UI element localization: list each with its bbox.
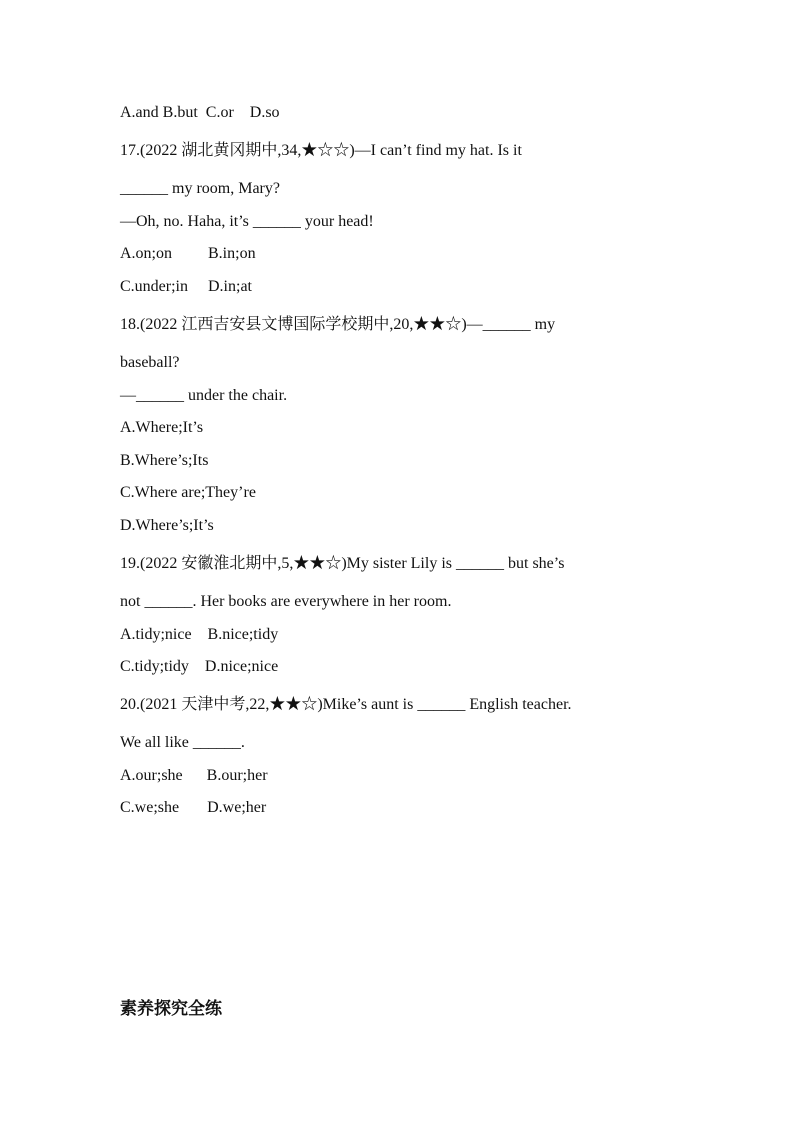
q19-options-row2: C.tidy;tidy D.nice;nice (120, 658, 279, 675)
q19-stem-line2: not ______. Her books are everywhere in her room. (120, 593, 452, 610)
q18-option-d: D.Where’s;It’s (120, 517, 214, 534)
q17-stem-line2: ______ my room, Mary? (120, 180, 280, 197)
q20-options-row2: C.we;she D.we;her (120, 799, 267, 816)
q19-options-row1: A.tidy;nice B.nice;tidy (120, 626, 279, 643)
q18-option-c: C.Where are;They’re (120, 484, 256, 501)
q18-stem-line1: 18.(2022 江西吉安县文博国际学校期中,20,★★☆)—______ my (120, 316, 556, 333)
q18-stem-line3: —______ under the chair. (120, 387, 288, 404)
q18-stem-line2: baseball? (120, 354, 180, 371)
q20-stem-line2: We all like ______. (120, 734, 245, 751)
q18-option-b: B.Where’s;Its (120, 452, 209, 469)
q17-stem-line1: 17.(2022 湖北黄冈期中,34,★☆☆)—I can’t find my hat. Is it (120, 142, 522, 159)
q17-options-row2: C.under;in D.in;at (120, 278, 252, 295)
q18-option-a: A.Where;It’s (120, 419, 204, 436)
q17-stem-line3: —Oh, no. Haha, it’s ______ your head! (120, 213, 374, 230)
q19-stem-line1: 19.(2022 安徽淮北期中,5,★★☆)My sister Lily is ______ but she’s (120, 555, 565, 572)
section-title: 素养探究全练 (120, 999, 222, 1019)
q20-options-row1: A.our;she B.our;her (120, 767, 268, 784)
q17-options-row1: A.on;on B.in;on (120, 245, 256, 262)
q16-options: A.and B.but C.or D.so (120, 104, 280, 121)
q20-stem-line1: 20.(2021 天津中考,22,★★☆)Mike’s aunt is ______ English teacher. (120, 696, 572, 713)
